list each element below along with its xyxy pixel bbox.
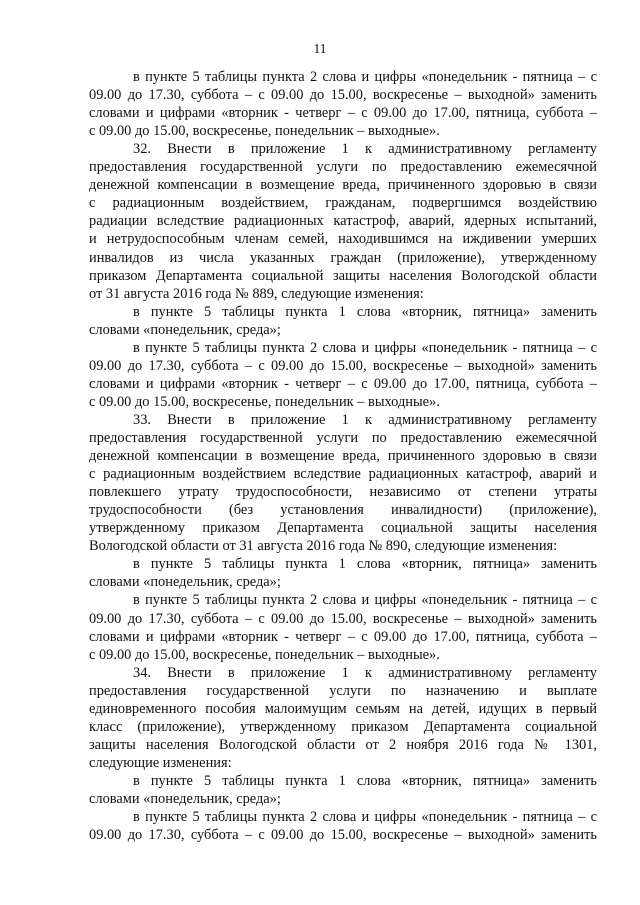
text-line: от 31 августа 2016 года № 889, следующие изменения: <box>89 285 424 302</box>
text-line: предоставления государственной услуги по предоставлению ежемесячной <box>89 159 597 176</box>
text-line: 09.00 до 17.30, суббота – с 09.00 до 15.00, воскресенье – выходной» заменить <box>89 827 597 844</box>
text-line: словами «понедельник, среда»; <box>89 321 281 338</box>
text-line: в пункте 5 таблицы пункта 1 слова «вторник, пятница» заменить <box>133 556 597 573</box>
text-line: с 09.00 до 15.00, воскресенье, понедельник – выходные». <box>89 393 440 410</box>
text-line: с радиационным воздействием, гражданам, подвергшимся воздействию <box>89 195 597 212</box>
text-line: в пункте 5 таблицы пункта 1 слова «вторник, пятница» заменить <box>133 303 597 320</box>
text-line: с 09.00 до 15.00, воскресенье, понедельник – выходные». <box>89 646 440 663</box>
text-line: с 09.00 до 15.00, воскресенье, понедельник – выходные». <box>89 123 440 140</box>
text-line: 32. Внести в приложение 1 к административному регламенту <box>133 141 597 158</box>
text-line: денежной компенсации в возмещение вреда, причиненного здоровью в связи <box>89 448 597 465</box>
text-line: словами «понедельник, среда»; <box>89 791 281 807</box>
text-line: 34. Внести в приложение 1 к административному регламенту <box>133 664 597 681</box>
text-line: следующие изменения: <box>89 754 232 771</box>
text-line: в пункте 5 таблицы пункта 2 слова и цифры «понедельник - пятница – с <box>133 339 597 356</box>
text-line: с радиационным воздействием вследствие радиационных катастроф, аварий и <box>89 466 597 483</box>
text-line: единовременного пособия малоимущим семьям на детей, идущих в первый <box>89 700 597 717</box>
text-line: в пункте 5 таблицы пункта 1 слова «вторник, пятница» заменить <box>133 772 597 789</box>
text-line: утвержденному приказом Департамента социальной защиты населения <box>89 520 597 537</box>
text-line: в пункте 5 таблицы пункта 2 слова и цифры «понедельник - пятница – с <box>133 69 597 85</box>
text-line: повлекшего утрату трудоспособности, независимо от степени утраты <box>89 484 597 501</box>
text-line: Вологодской области от 31 августа 2016 года № 890, следующие изменения: <box>89 538 558 555</box>
text-line: словами «понедельник, среда»; <box>89 574 281 591</box>
text-line: словами и цифрами «вторник - четверг – с 09.00 до 17.00, пятница, суббота – <box>89 375 597 392</box>
text-line: предоставления государственной услуги по предоставлению ежемесячной <box>89 430 597 446</box>
text-line: предоставления государственной услуги по назначению и выплате <box>89 682 597 699</box>
text-line: 33. Внести в приложение 1 к административному регламенту <box>133 411 597 428</box>
page-number: 11 <box>313 41 327 56</box>
text-line: защиты населения Вологодской области от 2 ноября 2016 года № 1301, <box>89 736 597 753</box>
text-line: словами и цифрами «вторник - четверг – с 09.00 до 17.00, пятница, суббота – <box>89 105 597 122</box>
text-line: радиации вследствие радиационных катастроф, аварий, ядерных испытаний, <box>89 213 597 230</box>
text-line: класс (приложение), утвержденному приказом Департамента социальной <box>89 718 597 735</box>
text-line: денежной компенсации в возмещение вреда, причиненного здоровью в связи <box>89 177 597 194</box>
text-line: и нетрудоспособным членам семей, находившимся на иждивении умерших <box>89 231 597 248</box>
text-line: в пункте 5 таблицы пункта 2 слова и цифры «понедельник - пятница – с <box>133 592 597 609</box>
text-line: в пункте 5 таблицы пункта 2 слова и цифры «понедельник - пятница – с <box>133 809 597 826</box>
text-line: словами и цифрами «вторник - четверг – с 09.00 до 17.00, пятница, суббота – <box>89 628 597 645</box>
text-line: 09.00 до 17.30, суббота – с 09.00 до 15.00, воскресенье – выходной» заменить <box>89 610 597 627</box>
text-line: трудоспособности (без установления инвалидности) (приложение), <box>89 502 597 519</box>
text-line: 09.00 до 17.30, суббота – с 09.00 до 15.00, воскресенье – выходной» заменить <box>89 357 597 374</box>
text-line: инвалидов из числа указанных граждан (приложение), утвержденному <box>89 249 597 266</box>
text-line: 09.00 до 17.30, суббота – с 09.00 до 15.00, воскресенье – выходной» заменить <box>89 87 597 104</box>
text-line: приказом Департамента социальной защиты населения Вологодской области <box>89 267 597 284</box>
